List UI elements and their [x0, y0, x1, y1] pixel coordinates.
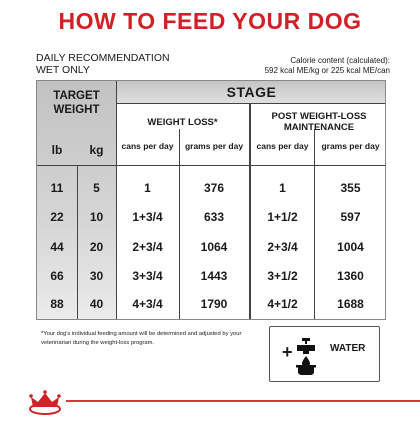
grid-line	[116, 103, 386, 104]
table-cell-wl-cans: 1+3/4	[132, 210, 163, 224]
lb-header: lb	[51, 143, 63, 157]
table-cell-m-cans: 1	[279, 181, 286, 195]
table-cell-wl-grams: 376	[203, 181, 225, 195]
table-cell-lb: 66	[50, 269, 64, 283]
table-cell-m-grams: 1688	[337, 297, 364, 311]
table-cell-lb: 88	[50, 297, 64, 311]
table-cell-m-grams: 1004	[337, 240, 364, 254]
table-cell-kg: 20	[89, 240, 104, 254]
table-cell-m-cans: 3+1/2	[267, 269, 298, 283]
maintenance-header: POST WEIGHT-LOSS MAINTENANCE	[271, 111, 367, 133]
table-cell-lb: 44	[50, 240, 64, 254]
table-cell-wl-grams: 1790	[200, 297, 228, 311]
kg-header: kg	[89, 143, 104, 157]
feeding-table	[36, 80, 386, 320]
table-cell-kg: 10	[89, 210, 104, 224]
m-cans-header: cans per day	[256, 141, 309, 151]
table-cell-lb: 22	[50, 210, 64, 224]
grid-line	[37, 165, 386, 166]
table-cell-kg: 30	[89, 269, 104, 283]
brand-divider	[66, 400, 420, 402]
calorie-values: 592 kcal ME/kg or 225 kcal ME/can	[264, 66, 390, 75]
table-cell-wl-cans: 1	[144, 181, 151, 195]
table-cell-m-cans: 1+1/2	[267, 210, 298, 224]
table-cell-m-grams: 597	[340, 210, 361, 224]
wet-only-line: WET ONLY	[36, 64, 90, 76]
table-cell-kg: 5	[93, 181, 100, 195]
wl-grams-header: grams per day	[184, 141, 244, 151]
stage-header: STAGE	[226, 84, 277, 100]
calorie-label: Calorie content (calculated):	[290, 56, 390, 65]
weight-loss-header: WEIGHT LOSS*	[147, 117, 218, 128]
table-cell-m-grams: 355	[340, 181, 361, 195]
water-label: WATER	[330, 343, 366, 354]
daily-recommendation	[36, 52, 170, 76]
table-cell-wl-grams: 1064	[200, 240, 228, 254]
page-title: HOW TO FEED YOUR DOG	[58, 8, 362, 34]
water-tap-icon	[293, 338, 325, 381]
table-cell-wl-grams: 1443	[200, 269, 228, 283]
wl-cans-header: cans per day	[121, 141, 174, 151]
recommendation-line: DAILY RECOMMENDATION	[36, 52, 170, 64]
table-cell-m-cans: 4+1/2	[267, 297, 298, 311]
table-cell-m-cans: 2+3/4	[267, 240, 298, 254]
footnote: *Your dog's individual feeding amount will be determined and adjusted by your veterinarian during the weight-loss program.	[41, 331, 242, 346]
target-weight-header: TARGET WEIGHT	[53, 90, 100, 116]
plus-sign: +	[282, 342, 293, 362]
table-cell-wl-cans: 2+3/4	[132, 240, 163, 254]
grid-line	[179, 129, 180, 320]
table-cell-wl-grams: 633	[203, 210, 225, 224]
grid-line	[314, 129, 315, 320]
table-cell-wl-cans: 4+3/4	[132, 297, 163, 311]
table-cell-wl-cans: 3+3/4	[132, 269, 163, 283]
table-cell-kg: 40	[89, 297, 104, 311]
crown-logo-icon	[26, 389, 64, 422]
table-cell-m-grams: 1360	[337, 269, 364, 283]
table-cell-lb: 11	[50, 181, 64, 195]
m-grams-header: grams per day	[321, 141, 380, 151]
calorie-content	[265, 56, 390, 76]
